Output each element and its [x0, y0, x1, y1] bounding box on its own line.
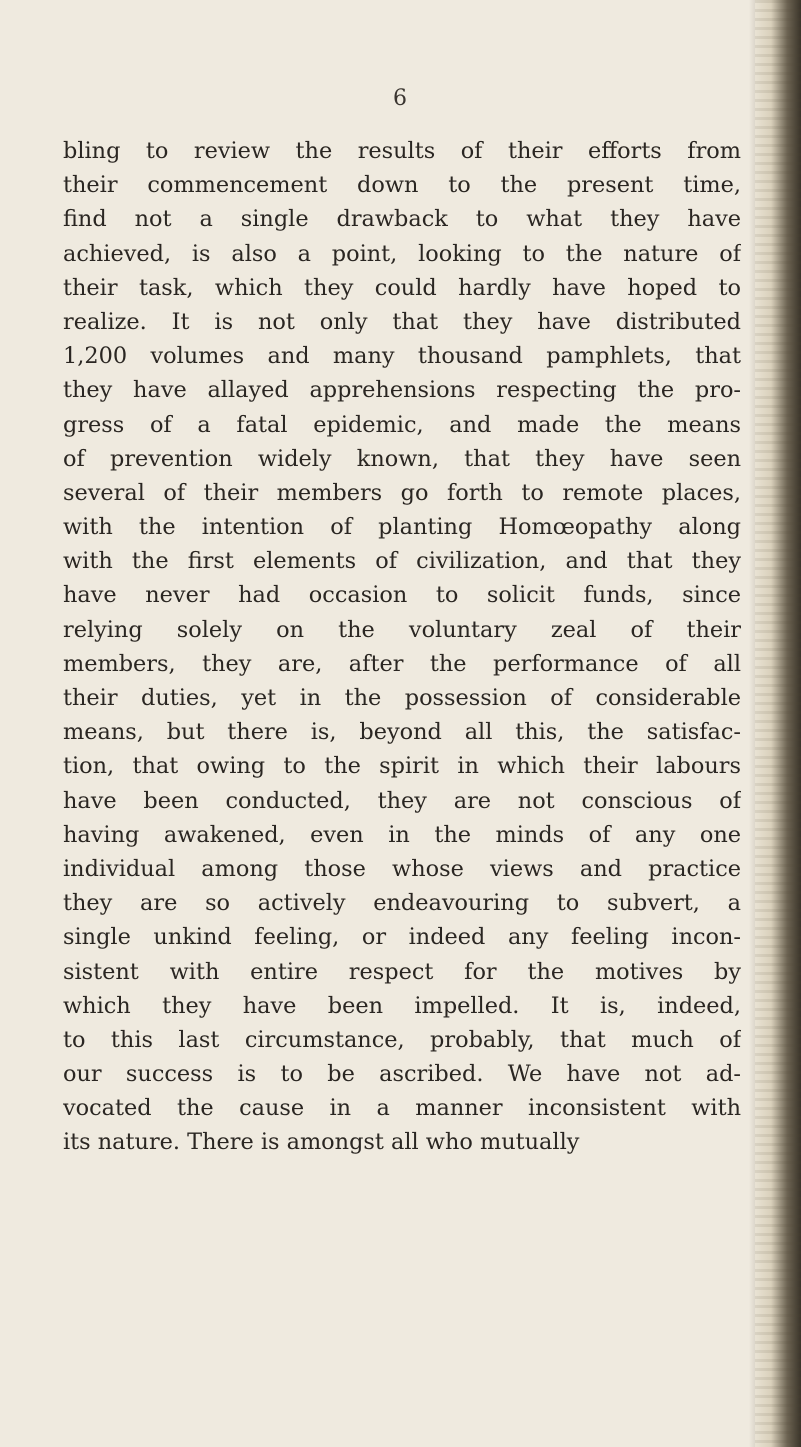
- text-line: achieved, is also a point, looking to the nature of: [63, 240, 741, 267]
- text-line: tion, that owing to the spirit in which their labours: [63, 753, 741, 780]
- text-line: vocated the cause in a manner inconsistent with: [63, 1095, 741, 1122]
- text-line: their duties, yet in the possession of considerable: [63, 685, 741, 711]
- text-line: which they have been impelled. It is, indeed,: [63, 992, 741, 1019]
- text-line: their commencement down to the present time,: [63, 172, 741, 199]
- text-line: with the intention of planting Homœopathy along: [63, 514, 741, 541]
- text-line: single unkind feeling, or indeed any feeling incon-: [63, 924, 741, 951]
- text-line: they are so actively endeavouring to subvert, a: [63, 890, 741, 917]
- text-line: 1,200 volumes and many thousand pamphlets, that: [63, 343, 741, 370]
- text-line: our success is to be ascribed. We have not ad-: [63, 1061, 741, 1088]
- text-line: individual among those whose views and practice: [63, 855, 741, 882]
- text-line: have never had occasion to solicit funds, since: [63, 582, 741, 609]
- text-line: gress of a fatal epidemic, and made the means: [63, 411, 741, 438]
- text-line: means, but there is, beyond all this, the satisfac-: [63, 719, 741, 746]
- text-line: of prevention widely known, that they have seen: [63, 445, 741, 472]
- body-text: [63, 134, 741, 1160]
- text-line: with the first elements of civilization, and that they: [63, 548, 741, 575]
- text-line: relying solely on the voluntary zeal of their: [63, 616, 741, 643]
- text-line: several of their members go forth to remote places,: [63, 479, 741, 506]
- text-line: bling to review the results of their efforts from: [63, 138, 741, 164]
- text-line: they have allayed apprehensions respecting the pro-: [63, 377, 741, 404]
- page-number: 6: [393, 86, 408, 111]
- book-binding-edge: [755, 0, 801, 1447]
- text-line: to this last circumstance, probably, that much of: [63, 1026, 741, 1053]
- text-line-last: its nature. There is amongst all who mutually: [63, 1129, 580, 1156]
- text-line: sistent with entire respect for the motives by: [63, 958, 741, 985]
- text-line: realize. It is not only that they have distributed: [63, 308, 741, 335]
- text-line: find not a single drawback to what they have: [63, 206, 741, 233]
- text-line: have been conducted, they are not conscious of: [63, 787, 741, 814]
- text-line: having awakened, even in the minds of any one: [63, 821, 741, 848]
- text-line: members, they are, after the performance of all: [63, 650, 741, 677]
- text-line: their task, which they could hardly have hoped to: [63, 274, 741, 301]
